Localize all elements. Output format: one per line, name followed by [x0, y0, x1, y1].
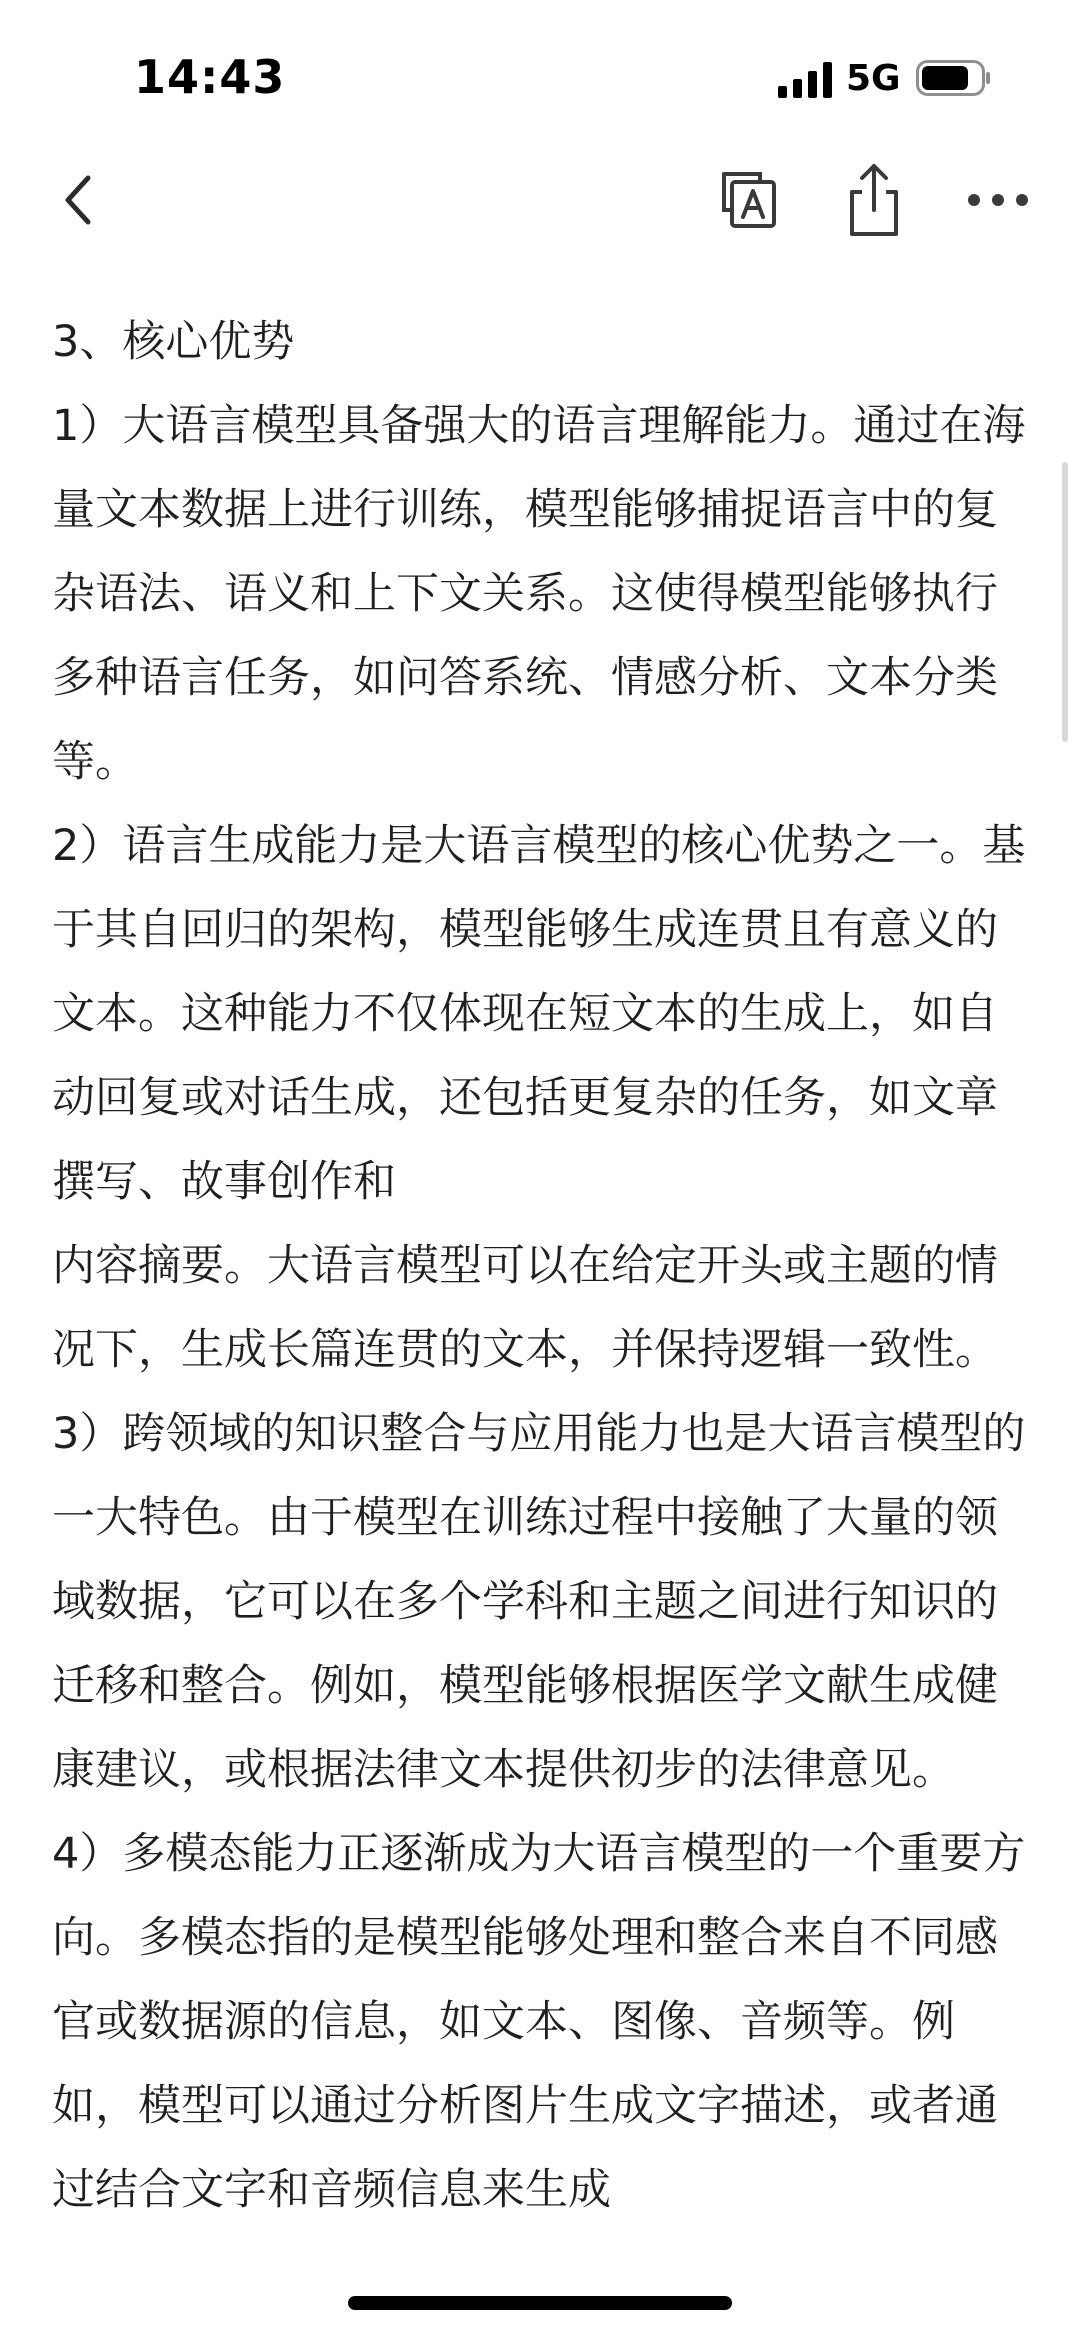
share-icon[interactable]	[842, 158, 906, 242]
status-bar	[0, 0, 1080, 150]
scroll-indicator[interactable]	[1062, 462, 1068, 742]
article-paragraph: 3）跨领域的知识整合与应用能力也是大语言模型的一大特色。由于模型在训练过程中接触了大量的领域数据，它可以在多个学科和主题之间进行知识的迁移和整合。例如，模型能够根据医学文献生成健康建议，或根据法律文本提供初步的法律意见。	[52, 1409, 1026, 1795]
toolbar	[0, 150, 1080, 250]
article-paragraph: 内容摘要。大语言模型可以在给定开头或主题的情况下，生成长篇连贯的文本，并保持逻辑一致性。	[52, 1241, 998, 1375]
status-time: 14:43	[134, 50, 286, 104]
network-type: 5G	[846, 58, 901, 99]
article-paragraph: 2）语言生成能力是大语言模型的核心优势之一。基于其自回归的架构，模型能够生成连贯且有意义的文本。这种能力不仅体现在短文本的生成上，如自动回复或对话生成，还包括更复杂的任务，如文章撰写、故事创作和	[52, 821, 1026, 1207]
battery-icon	[916, 60, 992, 96]
translate-icon[interactable]	[714, 160, 784, 240]
article-heading: 3、核心优势	[52, 317, 295, 367]
article-paragraph: 1）大语言模型具备强大的语言理解能力。通过在海量文本数据上进行训练，模型能够捕捉语言中的复杂语法、语义和上下文关系。这使得模型能够执行多种语言任务，如问答系统、情感分析、文本分类等。	[52, 401, 1026, 787]
article-paragraph: 4）多模态能力正逐渐成为大语言模型的一个重要方向。多模态指的是模型能够处理和整合来自不同感官或数据源的信息，如文本、图像、音频等。例如，模型可以通过分析图片生成文字描述，或者通过结合文字和音频信息来生成	[52, 1829, 1026, 2215]
article-content	[52, 300, 1028, 2232]
chevron-left-icon[interactable]	[56, 160, 106, 240]
home-indicator[interactable]	[348, 2296, 732, 2310]
more-icon[interactable]	[966, 170, 1030, 230]
signal-icon	[778, 62, 834, 98]
